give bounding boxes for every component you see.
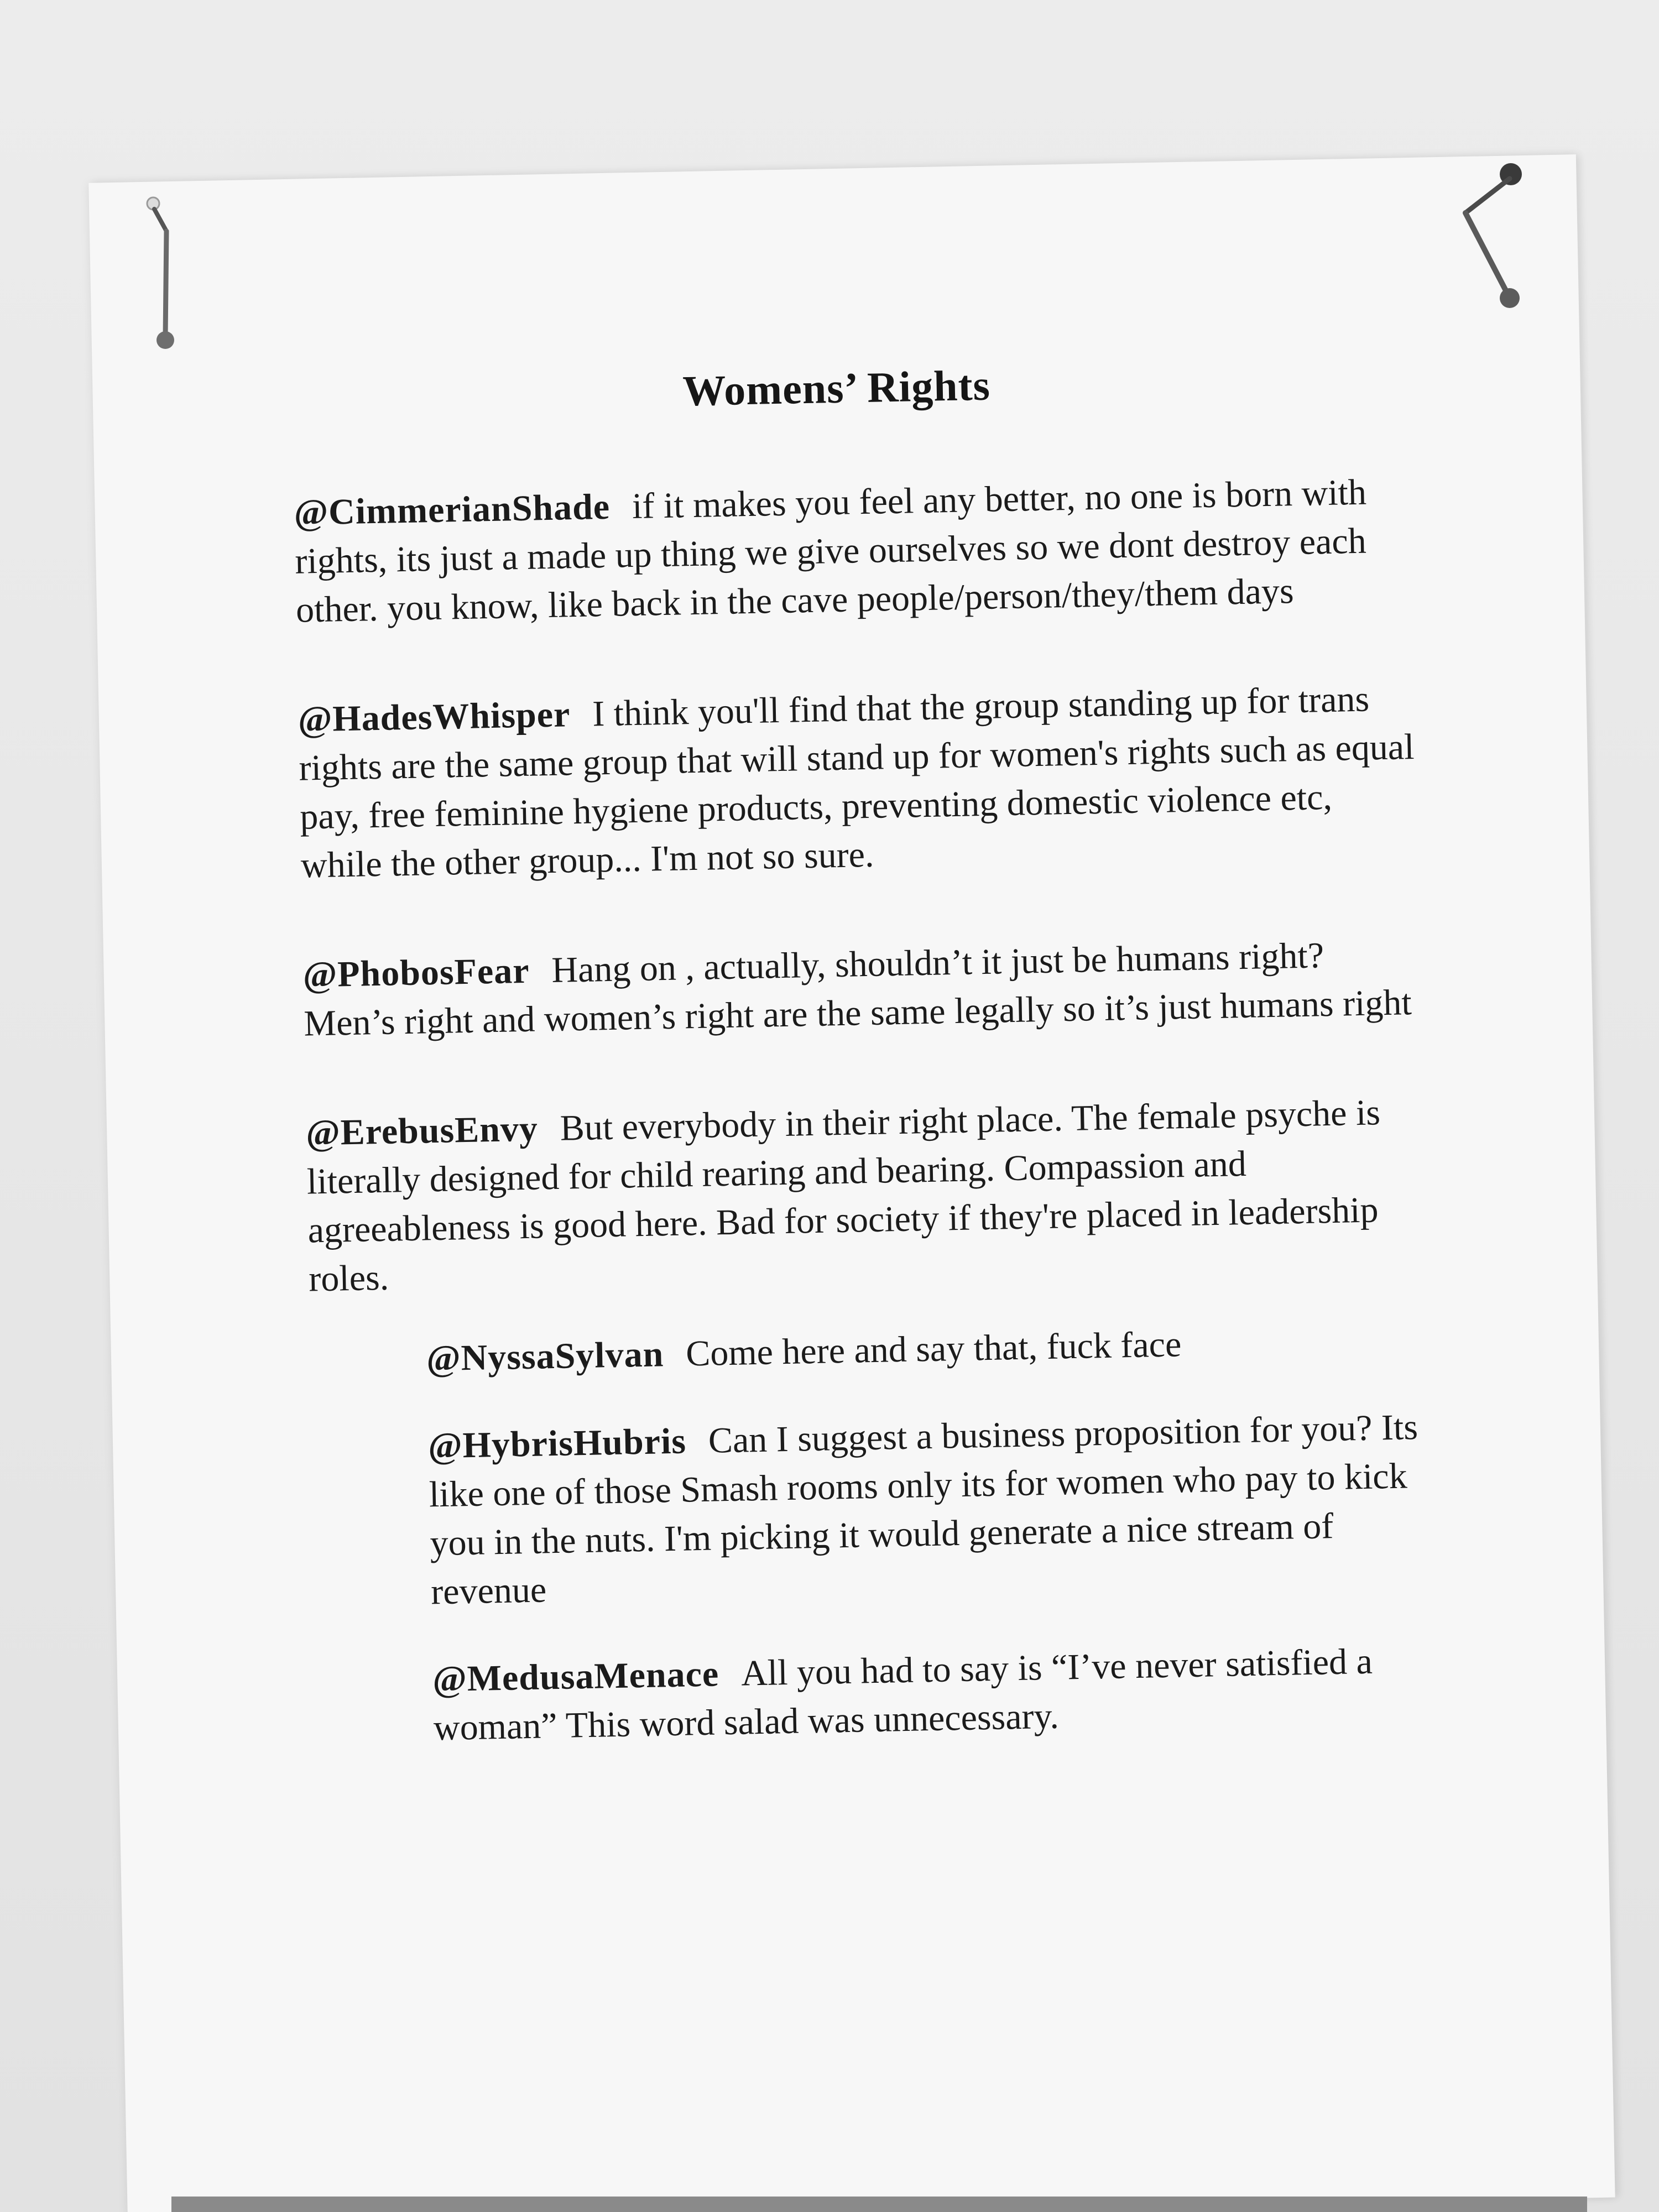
left-pin-icon [141, 188, 191, 354]
reply-handle: @HybrisHubris [427, 1421, 687, 1467]
comment [302, 930, 1421, 1048]
bottom-edge-strip [171, 2197, 1587, 2212]
reply-text: Come here and say that, fuck face [685, 1324, 1182, 1374]
comment-handle: @PhobosFear [302, 950, 530, 995]
comment-text: if it makes you feel any better, no one is born with rights, its just a made up thing we give ourselves so we dont destroy each other. you know, like back in the cave people/person/they/them days [294, 472, 1367, 630]
comment-text: Hang on , actually, shouldn’t it just be humans right? Men’s right and women’s right are the same legally so it’s just humans right [303, 935, 1412, 1044]
reply-text: Can I suggest a business proposition for you? Its like one of those Smash rooms only its for women who pay to kick you in the nuts. I'm picking it would generate a nice stream of revenue [429, 1407, 1418, 1613]
reply-comment [432, 1636, 1429, 1753]
comment-handle: @CimmerianShade [294, 486, 611, 533]
reply-comment [426, 1316, 1422, 1384]
reply-handle: @MedusaMenace [432, 1653, 719, 1700]
comment [305, 1088, 1426, 1304]
reply-handle: @NyssaSylvan [426, 1334, 664, 1379]
comment-handle: @ErebusEnvy [305, 1108, 539, 1154]
reply-text: All you had to say is “I’ve never satisfied a woman” This word salad was unnecessary. [433, 1641, 1373, 1749]
comment-text: But everybody in their right place. The female psyche is literally designed for child rearing and bearing. Compassion and agreeableness is good here. Bad for society if they're placed in leadership roles. [306, 1092, 1381, 1300]
printed-sheet [88, 154, 1615, 2212]
comment [298, 674, 1418, 890]
page-title: Womens’ Rights [682, 361, 991, 415]
comment-thread [294, 467, 1436, 1793]
reply-comment [427, 1403, 1426, 1616]
comment [294, 467, 1413, 635]
comment-handle: @HadesWhisper [298, 694, 571, 740]
right-pin-icon [1454, 158, 1532, 324]
comment-text: I think you'll find that the group standing up for trans rights are the same group that will stand up for women's rights such as equal pay, free feminine hygiene products, preventing domestic violence etc, while the other group... I'm not so sure. [298, 679, 1415, 886]
